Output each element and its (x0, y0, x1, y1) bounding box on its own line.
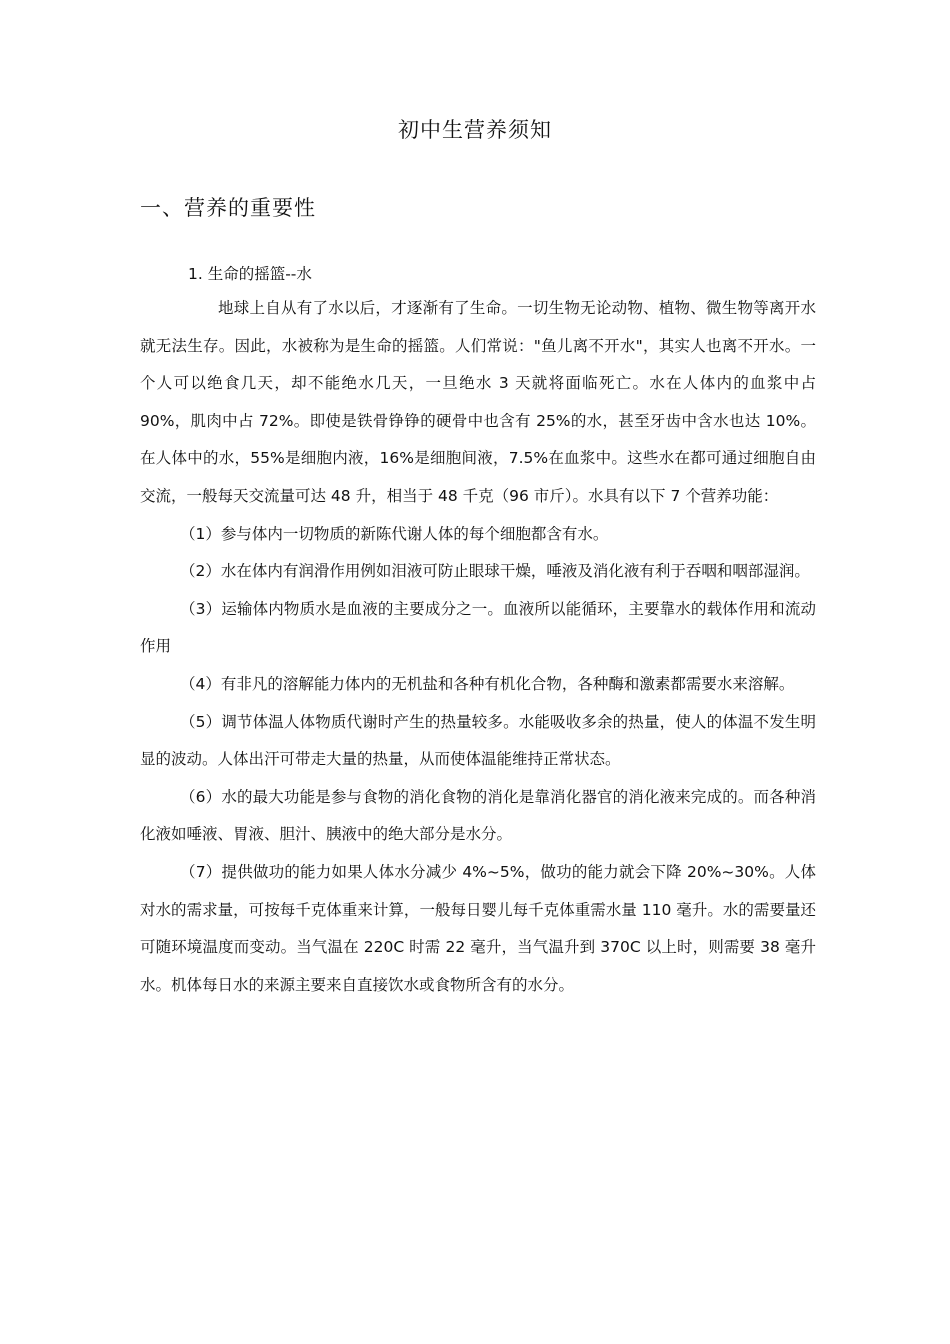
function-item-2: （2）水在体内有润滑作用例如泪液可防止眼球干燥，唾液及消化液有利于吞咽和咽部湿润。 (180, 562, 810, 581)
subsection-heading: 1. 生命的摇篮--水 (188, 265, 312, 283)
function-item-6: （6）水的最大功能是参与食物的消化食物的消化是靠消化器官的消化液来完成的。而各种消化液如唾液、胃液、胆汁、胰液中的绝大部分是水分。 (140, 787, 816, 844)
function-item-1: （1）参与体内一切物质的新陈代谢人体的每个细胞都含有水。 (180, 524, 609, 543)
document-title: 初中生营养须知 (398, 118, 552, 142)
intro-paragraph: 地球上自从有了水以后，才逐渐有了生命。一切生物无论动物、植物、微生物等离开水就无法生存。因此，水被称为是生命的摇篮。人们常说："鱼儿离不开水"，其实人也离不开水。一个人可以绝食几天，却不能绝水几天，一旦绝水 3 天就将面临死亡。水在人体内的血浆中占 90%，肌肉中占 72%。即使是铁骨铮铮的硬骨中也含有 25%的水，甚至牙齿中含水也达 10%。在人体中的水，55%是细胞内液，16%是细胞间液，7.5%在血浆中。这些水在都可通过细胞自由交流，一般每天交流量可达 48 升，相当于 48 千克（96 市斤）。水具有以下 7 个营养功能： (140, 299, 816, 505)
function-item-7: （7）提供做功的能力如果人体水分减少 4%~5%，做功的能力就会下降 20%~30%。人体对水的需求量，可按每千克体重来计算，一般每日婴儿每千克体重需水量 110 毫升。水的需要量还可随环境温度而变动。当气温在 220C 时需 22 毫升，当气温升到 370C 以上时，则需要 38 毫升水。机体每日水的来源主要来自直接饮水或食物所含有的水分。 (140, 862, 816, 994)
function-item-3: （3）运输体内物质水是血液的主要成分之一。血液所以能循环，主要靠水的载体作用和流动作用 (140, 599, 816, 656)
body-text (140, 290, 816, 1004)
section-heading: 一、营养的重要性 (140, 196, 316, 220)
function-item-5: （5）调节体温人体物质代谢时产生的热量较多。水能吸收多余的热量，使人的体温不发生明显的波动。人体出汗可带走大量的热量，从而使体温能维持正常状态。 (140, 712, 816, 769)
function-item-4: （4）有非凡的溶解能力体内的无机盐和各种有机化合物，各种酶和激素都需要水来溶解。 (180, 674, 795, 693)
